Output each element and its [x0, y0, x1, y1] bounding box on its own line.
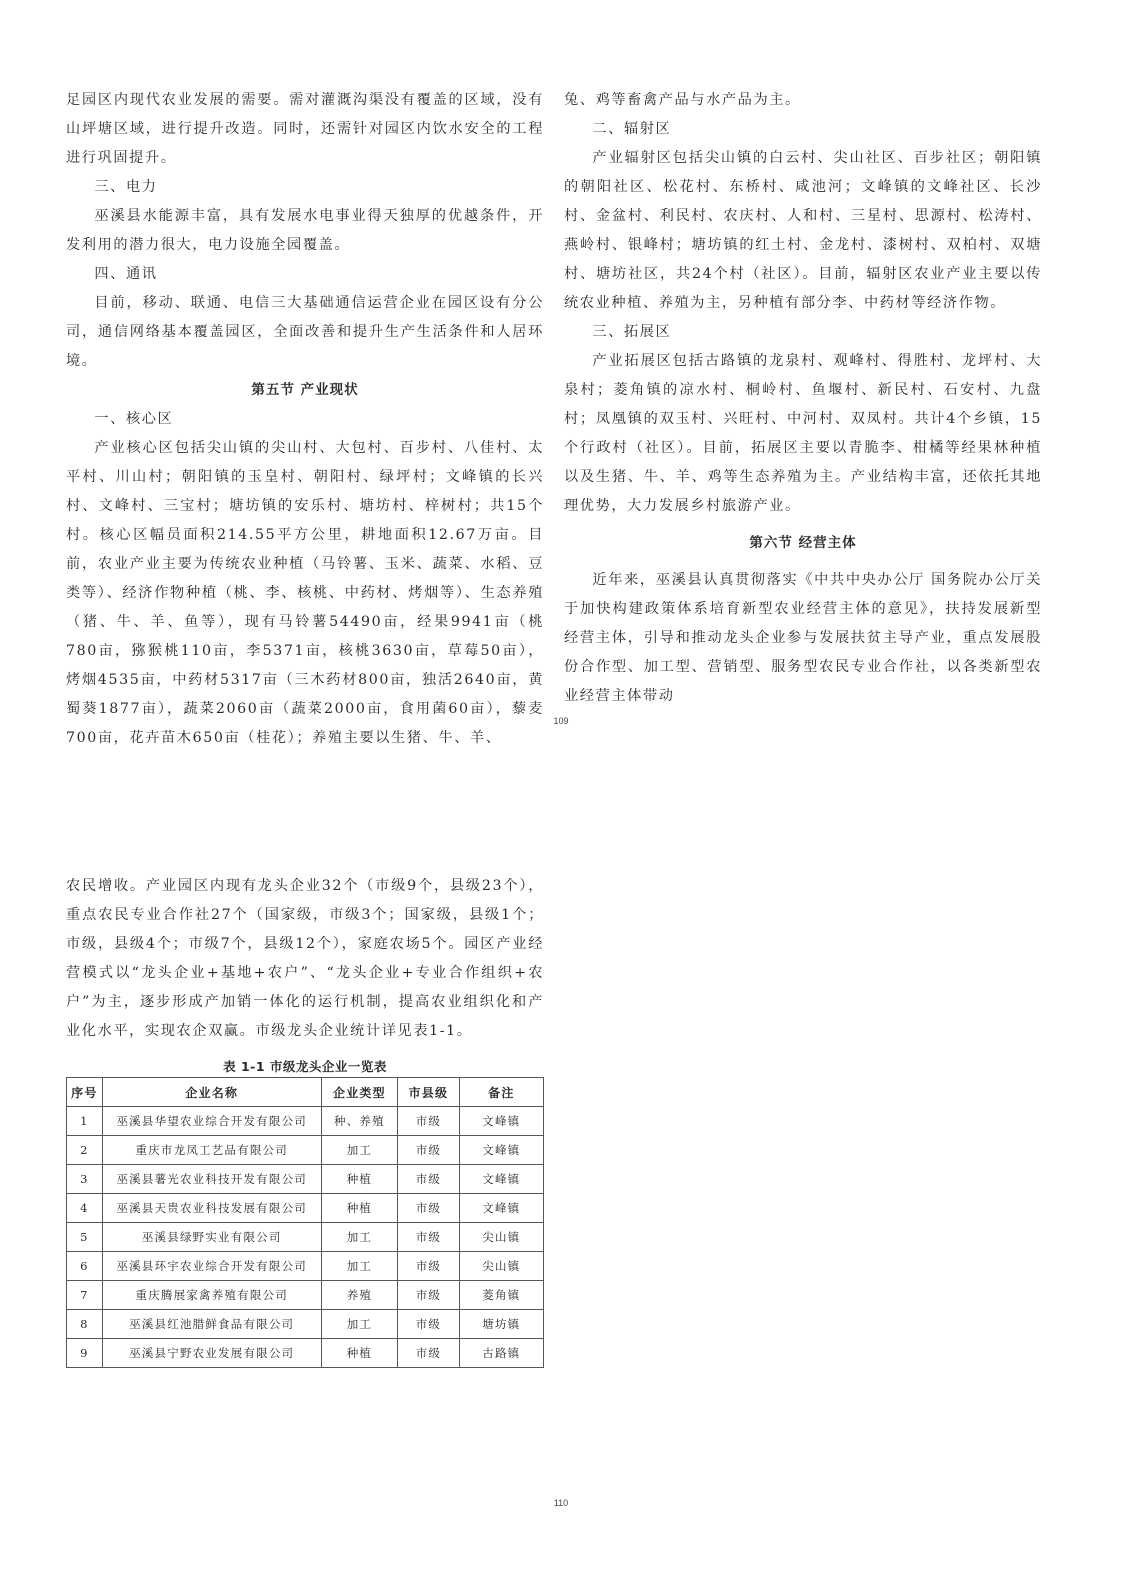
cell-company-name: 巫溪县华望农业综合开发有限公司 [102, 1107, 321, 1136]
cell-level: 市级 [398, 1136, 460, 1165]
heading-communication: 四、通讯 [94, 266, 158, 282]
cell-level: 市级 [398, 1310, 460, 1339]
cell-company-name: 巫溪县宁野农业发展有限公司 [102, 1339, 321, 1368]
cell-level: 市级 [398, 1252, 460, 1281]
cell-level: 市级 [398, 1339, 460, 1368]
cell-company-type: 养殖 [321, 1281, 397, 1310]
cell-level: 市级 [398, 1223, 460, 1252]
cell-index: 8 [67, 1310, 103, 1339]
right-column [564, 86, 1042, 711]
cell-level: 市级 [398, 1107, 460, 1136]
cell-remark: 文峰镇 [459, 1165, 543, 1194]
cell-remark: 塘坊镇 [459, 1310, 543, 1339]
cell-company-name: 巫溪县天贵农业科技发展有限公司 [102, 1194, 321, 1223]
enterprise-table [66, 1077, 544, 1368]
page-110 [0, 793, 1122, 1586]
paragraph-power: 巫溪县水能源丰富，具有发展水电事业得天独厚的优越条件，开发利用的潜力很大，电力设施全园覆盖。 [66, 208, 544, 253]
table-header-row [67, 1078, 544, 1107]
cell-company-name: 巫溪县红池腊鲜食品有限公司 [102, 1310, 321, 1339]
header-remark: 备注 [459, 1078, 543, 1107]
cell-level: 市级 [398, 1165, 460, 1194]
cell-company-type: 加工 [321, 1136, 397, 1165]
header-company-name: 企业名称 [102, 1078, 321, 1107]
paragraph-expansion-zone: 产业拓展区包括古路镇的龙泉村、观峰村、得胜村、龙坪村、大泉村；菱角镇的凉水村、桐岭村、鱼堰村、新民村、石安村、九盘村；凤凰镇的双玉村、兴旺村、中河村、双凤村。共计4个乡镇，15个行政村（社区）。目前，拓展区主要以青脆李、柑橘等经果林种植以及生猪、牛、羊、鸡等生态养殖为主。产业结构丰富，还依托其地理优势，大力发展乡村旅游产业。 [564, 353, 1042, 514]
cell-company-type: 种植 [321, 1194, 397, 1223]
table-row [67, 1194, 544, 1223]
cell-company-type: 种植 [321, 1339, 397, 1368]
cell-index: 1 [67, 1107, 103, 1136]
header-company-type: 企业类型 [321, 1078, 397, 1107]
cell-remark: 尖山镇 [459, 1252, 543, 1281]
cell-index: 4 [67, 1194, 103, 1223]
paragraph-radiation-zone: 产业辐射区包括尖山镇的白云村、尖山社区、百步社区；朝阳镇的朝阳社区、松花村、东桥村、咸池河；文峰镇的文峰社区、长沙村、金盆村、利民村、农庆村、人和村、三星村、思源村、松涛村、燕岭村、银峰村；塘坊镇的红土村、金龙村、漆树村、双柏村、双塘村、塘坊社区，共24个村（社区）。目前，辐射区农业产业主要以传统农业种植、养殖为主，另种植有部分李、中药材等经济作物。 [564, 150, 1042, 311]
heading-expansion-zone: 三、拓展区 [592, 324, 672, 340]
table-row [67, 1339, 544, 1368]
cell-company-type: 加工 [321, 1310, 397, 1339]
cell-level: 市级 [398, 1281, 460, 1310]
paragraph-irrigation: 足园区内现代农业发展的需要。需对灌溉沟渠没有覆盖的区域，没有山坪塘区域，进行提升改造。同时，还需针对园区内饮水安全的工程进行巩固提升。 [66, 92, 544, 166]
cell-company-type: 种植 [321, 1165, 397, 1194]
heading-radiation-zone: 二、辐射区 [592, 121, 672, 137]
heading-power: 三、电力 [94, 179, 158, 195]
section-title-6: 第六节 经营主体 [749, 535, 857, 551]
paragraph-operating-subjects: 近年来，巫溪县认真贯彻落实《中共中央办公厅 国务院办公厅关于加快构建政策体系培育新型农业经营主体的意见》，扶持发展新型经营主体，引导和推动龙头企业参与发展扶贫主导产业，重点发展股份合作型、加工型、营销型、服务型农民专业合作社，以各类新型农业经营主体带动 [564, 572, 1042, 704]
cell-company-type: 加工 [321, 1252, 397, 1281]
cell-remark: 文峰镇 [459, 1136, 543, 1165]
cell-company-type: 种、养殖 [321, 1107, 397, 1136]
cell-index: 5 [67, 1223, 103, 1252]
cell-index: 7 [67, 1281, 103, 1310]
cell-index: 9 [67, 1339, 103, 1368]
cell-remark: 尖山镇 [459, 1223, 543, 1252]
cell-company-name: 巫溪县环宇农业综合开发有限公司 [102, 1252, 321, 1281]
paragraph-core-zone: 产业核心区包括尖山镇的尖山村、大包村、百步村、八佳村、太平村、川山村；朝阳镇的玉皇村、朝阳村、绿坪村；文峰镇的长兴村、文峰村、三宝村；塘坊镇的安乐村、塘坊村、梓树村；共15个村。核心区幅员面积214.55平方公里，耕地面积12.67万亩。目前，农业产业主要为传统农业种植（马铃薯、玉米、蔬菜、水稻、豆类等）、经济作物种植（桃、李、核桃、中药材、烤烟等）、生态养殖（猪、牛、羊、鱼等），现有马铃薯54490亩，经果9941亩（桃780亩，猕猴桃110亩，李5371亩，核桃3630亩，草莓50亩），烤烟4535亩，中药材5317亩（三木药材800亩，独活2640亩，黄蜀葵1877亩），蔬菜2060亩（蔬菜2000亩，食用菌60亩），藜麦700亩，花卉苗木650亩（桂花）；养殖主要以生猪、牛、羊、 [66, 440, 544, 746]
section-title-5: 第五节 产业现状 [251, 382, 359, 398]
left-column [66, 86, 544, 753]
cell-company-name: 巫溪县绿野实业有限公司 [102, 1223, 321, 1252]
cell-index: 2 [67, 1136, 103, 1165]
page-number: 109 [553, 716, 569, 726]
cell-remark: 菱角镇 [459, 1281, 543, 1310]
cell-company-name: 重庆市龙凤工艺品有限公司 [102, 1136, 321, 1165]
header-level: 市县级 [398, 1078, 460, 1107]
paragraph-communication: 目前，移动、联通、电信三大基础通信运营企业在园区设有分公司，通信网络基本覆盖园区，全面改善和提升生产生活条件和人居环境。 [66, 295, 544, 369]
cell-remark: 文峰镇 [459, 1194, 543, 1223]
cell-company-type: 加工 [321, 1223, 397, 1252]
cell-remark: 古路镇 [459, 1339, 543, 1368]
table-row [67, 1223, 544, 1252]
table-row [67, 1165, 544, 1194]
cell-company-name: 重庆腾展家禽养殖有限公司 [102, 1281, 321, 1310]
table-row [67, 1107, 544, 1136]
page-number: 110 [553, 1498, 569, 1508]
cell-remark: 文峰镇 [459, 1107, 543, 1136]
cell-index: 3 [67, 1165, 103, 1194]
paragraph-continued: 农民增收。产业园区内现有龙头企业32个（市级9个，县级23个），重点农民专业合作社27个（国家级，市级3个；国家级，县级1个；市级，县级4个；市级7个，县级12个），家庭农场5个。园区产业经营模式以“龙头企业+基地+农户”、“龙头企业+专业合作组织+农户”为主，逐步形成产加销一体化的运行机制，提高农业组织化和产业化水平，实现农企双赢。市级龙头企业统计详见表1-1。 [66, 878, 544, 1039]
table-caption: 表 1-1 市级龙头企业一览表 [223, 1059, 387, 1074]
table-row [67, 1281, 544, 1310]
left-column [66, 872, 544, 1046]
heading-core-zone: 一、核心区 [94, 411, 174, 427]
cell-index: 6 [67, 1252, 103, 1281]
header-index: 序号 [67, 1078, 103, 1107]
table-row [67, 1252, 544, 1281]
table-row [67, 1136, 544, 1165]
paragraph-continued: 兔、鸡等畜禽产品与水产品为主。 [564, 92, 801, 108]
cell-level: 市级 [398, 1194, 460, 1223]
table-row [67, 1310, 544, 1339]
cell-company-name: 巫溪县薯光农业科技开发有限公司 [102, 1165, 321, 1194]
